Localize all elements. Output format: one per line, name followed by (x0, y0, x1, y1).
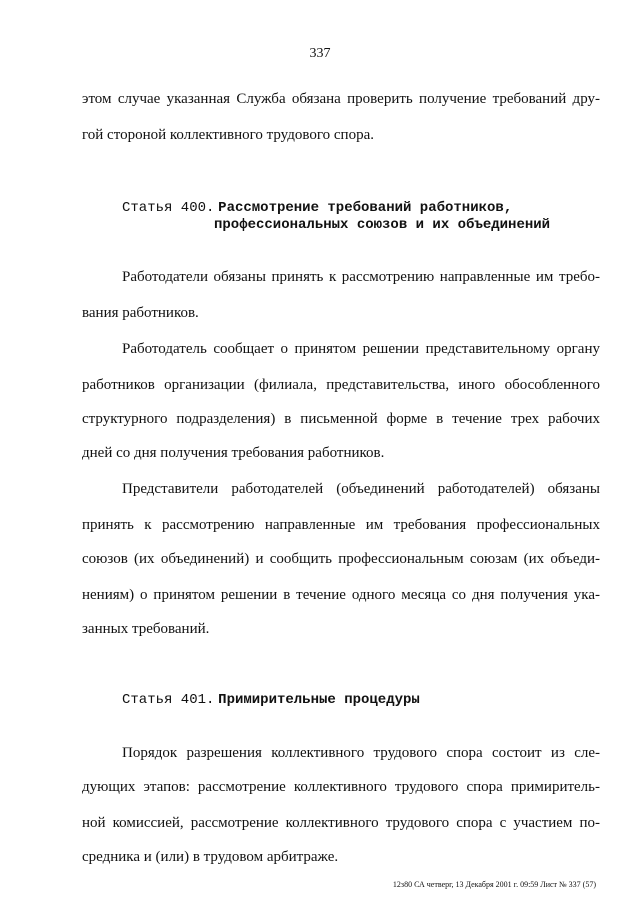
intro-line-1: этом случае указанная Служба обязана проверить получение требований дру- (82, 91, 600, 107)
article-400-title-line2: профессиональных союзов и их объединений (214, 217, 551, 233)
article-400-p3-line5: занных требований. (82, 621, 210, 637)
article-400-p1-line2: вания работников. (82, 305, 199, 321)
article-401-p1-line1: Порядок разрешения коллективного трудового спора состоит из сле- (122, 745, 600, 761)
page-number: 337 (309, 46, 331, 61)
article-401-p1-line3: ной комиссией, рассмотрение коллективного трудового спора с участием по- (82, 815, 600, 831)
article-400-p2-line4: дней со дня получения требования работников. (82, 445, 385, 461)
article-400-heading (122, 198, 512, 217)
article-401-label: Статья 401. (122, 692, 215, 708)
article-400-p2-line1: Работодатель сообщает о принятом решении представительному органу (122, 341, 600, 357)
print-footer: 12з80 СА четверг, 13 Декабря 2001 г. 09:59 Лист № 337 (57) (392, 880, 596, 889)
article-400-p3-line4: нениям) о принятом решении в течение одного месяца со дня получения ука- (82, 587, 600, 603)
article-400-label: Статья 400. (122, 200, 215, 216)
article-401-heading (122, 690, 420, 709)
article-401-p1-line4: средника и (или) в трудовом арбитраже. (82, 849, 339, 865)
article-400-p3-line1: Представители работодателей (объединений работодателей) обязаны (122, 481, 600, 497)
article-400-p3-line2: принять к рассмотрению направленные им требования профессиональных (82, 517, 600, 533)
article-400-title-line1: Рассмотрение требований работников, (218, 200, 513, 216)
article-400-p3-line3: союзов (их объединений) и сообщить профессиональным союзам (их объеди- (82, 551, 600, 567)
article-400-p2-line3: структурного подразделения) в письменной форме в течение трех рабочих (82, 411, 600, 427)
article-401-title: Примирительные процедуры (218, 692, 420, 708)
article-400-p2-line2: работников организации (филиала, представительства, иного обособленного (82, 377, 600, 393)
article-401-p1-line2: дующих этапов: рассмотрение коллективного трудового спора примиритель- (82, 779, 600, 795)
article-400-p1-line1: Работодатели обязаны принять к рассмотрению направленные им требо- (122, 269, 600, 285)
intro-line-2: гой стороной коллективного трудового спора. (82, 127, 374, 143)
